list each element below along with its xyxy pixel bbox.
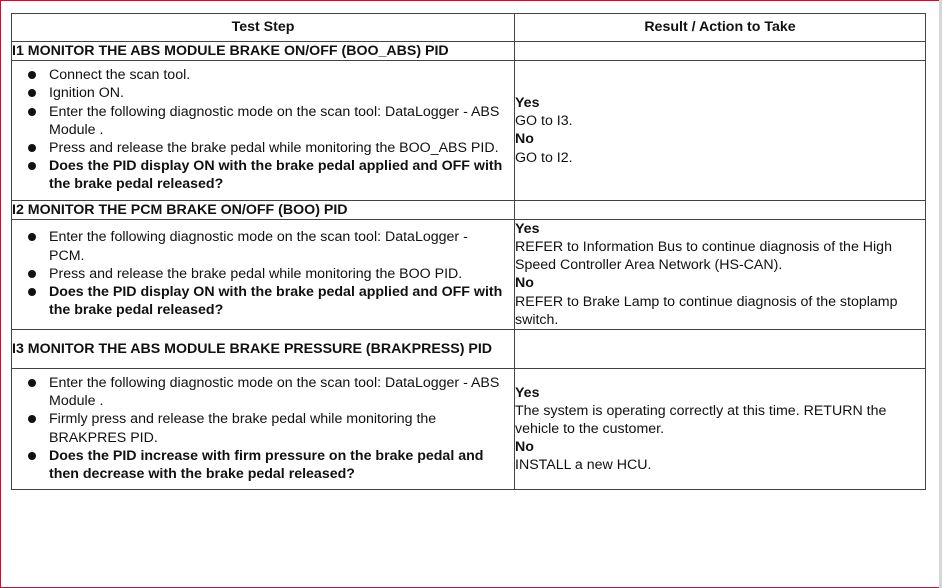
step-instructions [12, 369, 515, 490]
step-i3-body-row [12, 369, 926, 490]
yes-label: Yes [515, 95, 540, 111]
bullet-item: Enter the following diagnostic mode on the scan tool: DataLogger - PCM. [22, 228, 506, 264]
header-result-action: Result / Action to Take [515, 14, 926, 42]
step-i3-title-row [12, 330, 926, 369]
bullet-item: Press and release the brake pedal while monitoring the BOO PID. [22, 265, 506, 283]
step-title: I2 MONITOR THE PCM BRAKE ON/OFF (BOO) PID [12, 200, 515, 219]
bullet-item: Enter the following diagnostic mode on the scan tool: DataLogger - ABS Module . [22, 103, 506, 139]
header-test-step: Test Step [12, 14, 515, 42]
empty-cell [515, 330, 926, 369]
no-action: REFER to Brake Lamp to continue diagnosis of the stoplamp switch. [515, 293, 898, 328]
diagnostic-table [11, 13, 926, 490]
yes-action: GO to I3. [515, 113, 573, 130]
empty-cell [515, 42, 926, 61]
empty-cell [515, 200, 926, 219]
step-result [515, 219, 926, 329]
step-question: Does the PID display ON with the brake pedal applied and OFF with the brake pedal released? [22, 157, 506, 193]
step-instructions [12, 219, 515, 329]
no-label: No [515, 275, 534, 292]
step-i2-body-row [12, 219, 926, 329]
yes-label: Yes [515, 220, 540, 237]
step-i1-body-row [12, 61, 926, 200]
no-action: GO to I2. [515, 149, 573, 166]
yes-label: Yes [515, 384, 540, 401]
step-question: Does the PID increase with firm pressure on the brake pedal and then decrease with the brake pedal released? [22, 447, 506, 483]
yes-action: REFER to Information Bus to continue diagnosis of the High Speed Controller Area Network (HS-CAN). [515, 239, 892, 274]
bullet-item: Ignition ON. [22, 84, 506, 102]
no-label: No [515, 439, 534, 456]
table-header-row [12, 14, 926, 42]
bullet-item: Enter the following diagnostic mode on the scan tool: DataLogger - ABS Module . [22, 374, 506, 410]
step-result [515, 61, 926, 200]
step-i2-title-row [12, 200, 926, 219]
step-title: I3 MONITOR THE ABS MODULE BRAKE PRESSURE (BRAKPRESS) PID [12, 330, 515, 369]
bullet-item: Connect the scan tool. [22, 66, 506, 84]
yes-action: The system is operating correctly at this time. RETURN the vehicle to the customer. [515, 402, 887, 438]
step-title: I1 MONITOR THE ABS MODULE BRAKE ON/OFF (BOO_ABS) PID [12, 42, 515, 61]
step-i1-title-row [12, 42, 926, 61]
step-instructions [12, 61, 515, 200]
step-result [515, 369, 926, 490]
no-action: INSTALL a new HCU. [515, 457, 652, 474]
bullet-item: Press and release the brake pedal while monitoring the BOO_ABS PID. [22, 139, 506, 157]
step-question: Does the PID display ON with the brake pedal applied and OFF with the brake pedal released? [22, 283, 506, 319]
bullet-item: Firmly press and release the brake pedal while monitoring the BRAKPRES PID. [22, 410, 506, 446]
no-label: No [515, 131, 534, 148]
